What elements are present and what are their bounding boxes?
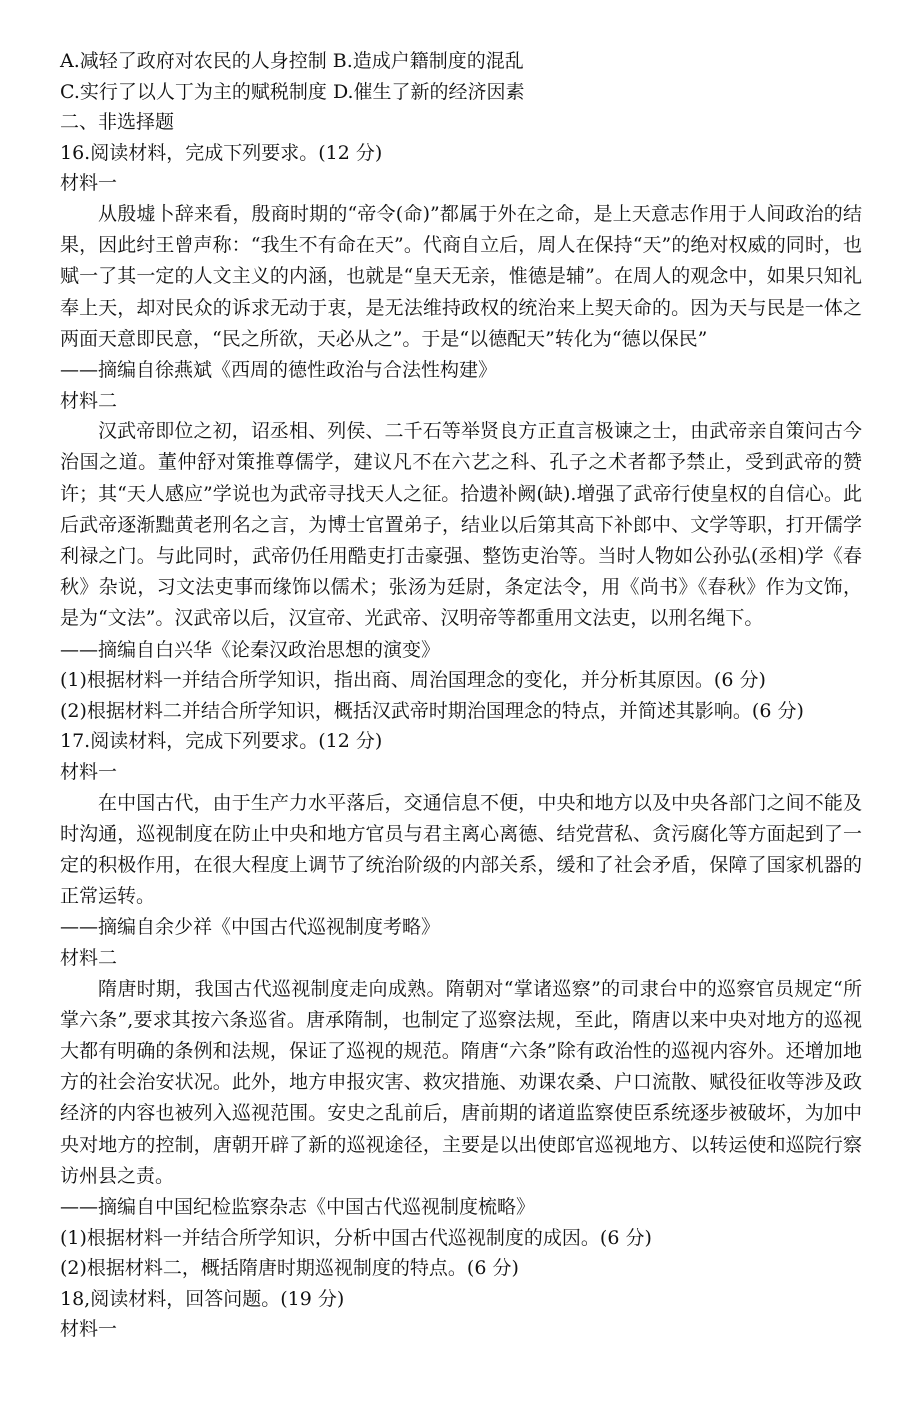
q16-subquestion-1: (1)根据材料一并结合所学知识，指出商、周治国理念的变化，并分析其原因。(6 分) <box>60 669 766 692</box>
section-title: 二、非选择题 <box>60 111 175 134</box>
q16-material-1-label: 材料一 <box>60 172 118 195</box>
q18-material-1-label: 材料一 <box>60 1318 118 1341</box>
question-18 <box>60 1284 862 1345</box>
q16-material-1-source: ——摘编自徐燕斌《西周的德性政治与合法性构建》 <box>60 358 498 381</box>
q17-material-2-text: 隋唐时期，我国古代巡视制度走向成熟。隋朝对“掌诸巡察”的司隶台中的巡察官员规定“所掌六条”,要求其按六条巡省。唐承隋制，也制定了巡察法规，至此，隋唐以来中央对地方的巡视大都有明确的条例和法规，保证了巡视的规范。隋唐“六条”除有政治性的巡视内容外。还增加地方的社会治安状况。此外，地方申报灾害、救灾措施、劝课农桑、户口流散、赋役征收等涉及政经济的内容也被列入巡视范围。安史之乱前后，唐前期的诸道监察使臣系统逐步被破坏，为加中央对地方的控制，唐朝开辟了新的巡视途径，主要是以出使郎官巡视地方、以转运使和巡院行察访州县之责。 <box>60 977 862 1187</box>
question-16 <box>60 138 862 727</box>
q17-subquestion-2: (2)根据材料二，概括隋唐时期巡视制度的特点。(6 分) <box>60 1257 519 1280</box>
question-17-heading: 17.阅读材料，完成下列要求。(12 分) <box>60 730 383 753</box>
q16-subquestion-2: (2)根据材料二并结合所学知识，概括汉武帝时期治国理念的特点，并简述其影响。(6 分) <box>60 699 804 722</box>
q17-material-2-source: ——摘编自中国纪检监察杂志《中国古代巡视制度梳略》 <box>60 1195 536 1218</box>
question-18-heading: 18,阅读材料，回答问题。(19 分) <box>60 1287 345 1310</box>
q17-material-1-text: 在中国古代，由于生产力水平落后，交通信息不便，中央和地方以及中央各部门之间不能及时沟通，巡视制度在防止中央和地方官员与君主离心离德、结党营私、贪污腐化等方面起到了一定的积极作用，在很大程度上调节了统治阶级的内部关系，缓和了社会矛盾，保障了国家机器的正常运转。 <box>60 791 862 908</box>
question-17 <box>60 726 862 1283</box>
options-line-ab: A.减轻了政府对农民的人身控制 B.造成户籍制度的混乱 <box>60 50 524 72</box>
q16-material-2-text: 汉武帝即位之初，诏丞相、列侯、二千石等举贤良方正直言极谏之士，由武帝亲自策问古今治国之道。董仲舒对策推尊儒学，建议凡不在六艺之科、孔子之术者都予禁止，受到武帝的赞许；其“天人感应”学说也为武帝寻找天人之征。拾遗补阙(缺).增强了武帝行使皇权的自信心。此后武帝逐渐黜黄老刑名之言，为博士官置弟子，结业以后第其高下补郎中、文学等职，打开儒学利禄之门。与此同时，武帝仍任用酷吏打击豪强、整饬吏治等。当时人物如公孙弘(丞相)学《春秋》杂说，习文法吏事而缘饰以儒术；张汤为廷尉，条定法令，用《尚书》《春秋》作为文饰，是为“文法”。汉武帝以后，汉宣帝、光武帝、汉明帝等都重用文法吏，以刑名绳下。 <box>60 420 862 630</box>
q17-subquestion-1: (1)根据材料一并结合所学知识，分析中国古代巡视制度的成因。(6 分) <box>60 1226 652 1249</box>
question-16-heading: 16.阅读材料，完成下列要求。(12 分) <box>60 141 383 164</box>
q17-material-1-label: 材料一 <box>60 760 118 783</box>
options-line-cd: C.实行了以人丁为主的赋税制度 D.催生了新的经济因素 <box>60 80 525 103</box>
q17-material-2-label: 材料二 <box>60 946 118 969</box>
q17-material-1-source: ——摘编自余少祥《中国古代巡视制度考略》 <box>60 916 441 939</box>
q16-material-2-label: 材料二 <box>60 389 118 412</box>
q16-material-2-source: ——摘编自白兴华《论秦汉政治思想的演变》 <box>60 638 441 661</box>
q16-material-1-text: 从殷墟卜辞来看，殷商时期的“帝令(命)”都属于外在之命，是上天意志作用于人间政治的结果，因此纣王曾声称：“我生不有命在天”。代商自立后，周人在保持“天”的绝对权威的同时，也赋一了其一定的人文主义的内涵，也就是“皇天无亲，惟德是辅”。在周人的观念中，如果只知礼奉上天，却对民众的诉求无动于衷，是无法维持政权的统治来上契天命的。因为天与民是一体之两面天意即民意，“民之所欲，天必从之”。于是“以德配天”转化为“德以保民” <box>60 202 862 350</box>
